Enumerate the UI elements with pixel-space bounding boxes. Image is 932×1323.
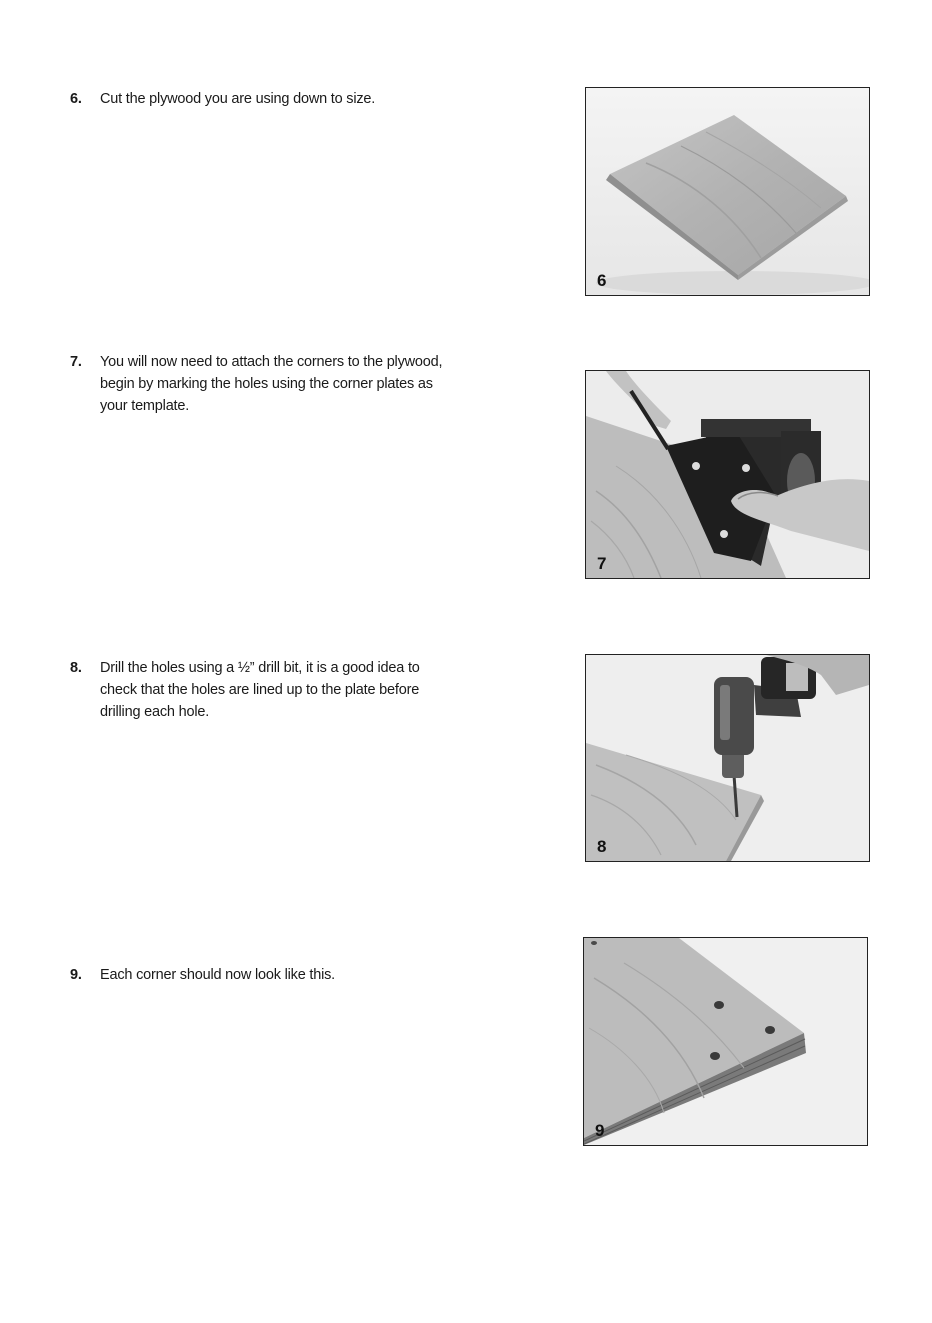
figure-8-label: 8 [597,837,607,856]
figure-9-label: 9 [595,1121,605,1140]
step-8-number: 8. [70,660,82,676]
step-6-number: 6. [70,91,82,107]
plywood-sheet-image [586,88,869,295]
step-8-text [70,657,455,723]
figure-8-drilling-photo [585,654,870,862]
step-6-instruction: Cut the plywood you are using down to size. [100,91,376,107]
drilled-corner-image [584,938,867,1145]
figure-6-label: 6 [597,271,607,290]
figure-9-corner-photo [583,937,868,1146]
step-7-number: 7. [70,354,82,370]
step-9-number: 9. [70,967,82,983]
step-9-instruction: Each corner should now look like this. [100,967,335,983]
figure-7-marking-photo [585,370,870,579]
marking-corner-plate-image [586,371,869,578]
step-7-instruction: You will now need to attach the corners to the plywood, begin by marking the holes using the corner plates as your template. [100,354,443,414]
step-7-text [70,351,455,417]
figure-6-plywood-photo [585,87,870,296]
drilling-holes-image [586,655,869,861]
step-6-text [70,88,455,110]
step-9-text [70,964,455,986]
figure-7-label: 7 [597,554,607,573]
step-8-instruction: Drill the holes using a ½” drill bit, it is a good idea to check that the holes are lined up to the plate before drilling each hole. [100,660,420,720]
